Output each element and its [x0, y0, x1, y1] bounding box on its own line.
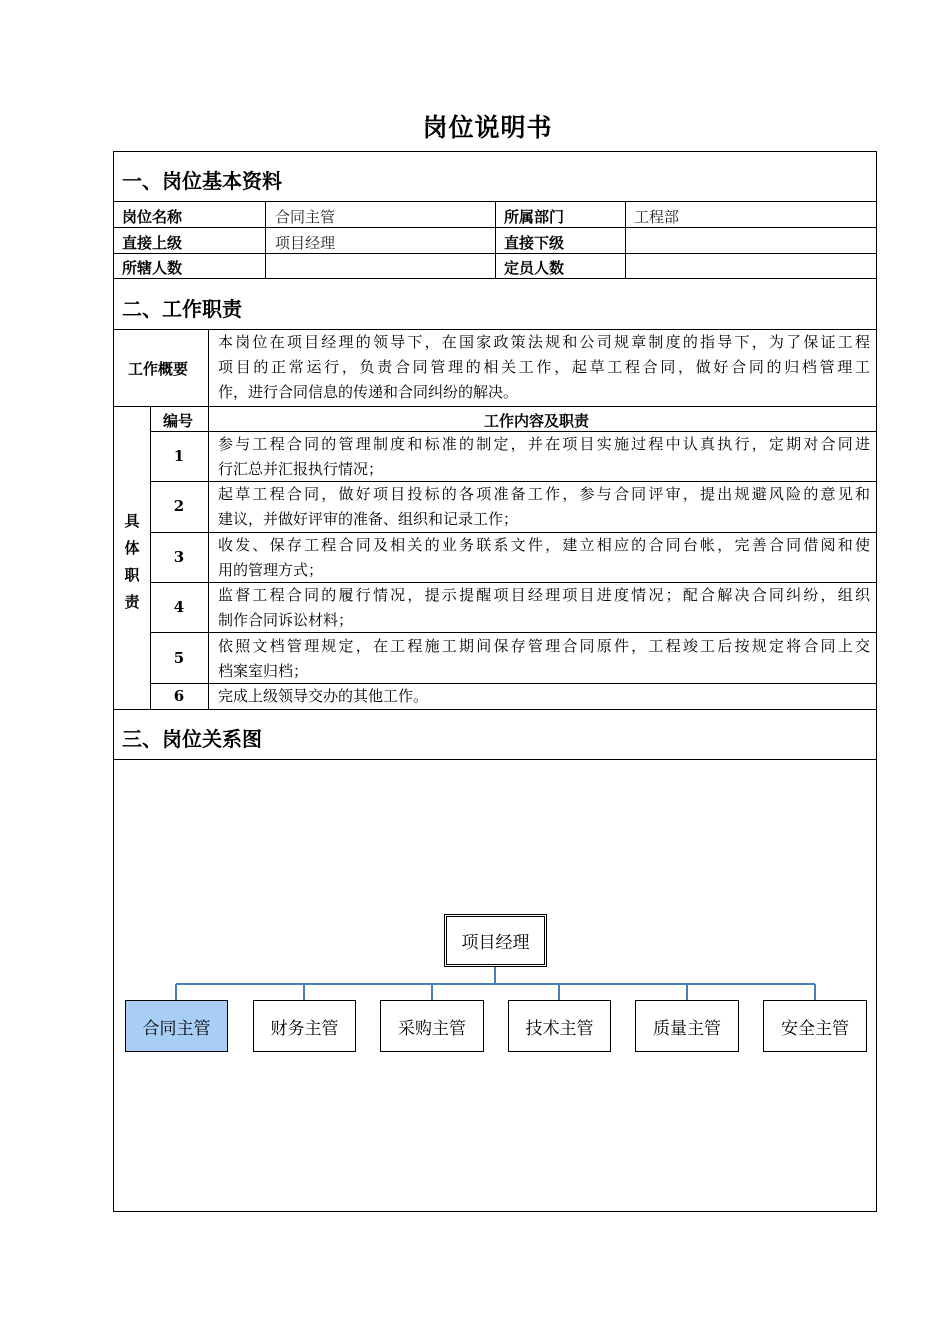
section3-heading: 三、岗位关系图 — [122, 727, 262, 751]
org-node-quality-supervisor: 质量主管 — [635, 1000, 739, 1052]
org-node-procurement-supervisor: 采购主管 — [380, 1000, 484, 1052]
value-department: 工程部 — [634, 208, 680, 226]
value-direct-superior: 项目经理 — [275, 234, 336, 252]
label-staff-quota: 定员人数 — [504, 259, 565, 277]
duty-number: 1 — [173, 447, 185, 465]
column-header-number: 编号 — [163, 412, 194, 430]
org-node-technical-supervisor: 技术主管 — [508, 1000, 611, 1052]
label-direct-subordinate: 直接下级 — [504, 234, 565, 252]
work-summary-line: 本岗位在项目经理的领导下，在国家政策法规和公司规章制度的指导下，为了保证工程 — [218, 333, 870, 351]
page-title: 岗位说明书 — [422, 113, 553, 142]
org-node-safety-supervisor: 安全主管 — [763, 1000, 867, 1052]
label-direct-superior: 直接上级 — [122, 234, 183, 252]
duty-text-line: 行汇总并汇报执行情况； — [218, 460, 384, 478]
value-position-name: 合同主管 — [275, 208, 336, 226]
duty-text-line: 建议，并做好评审的准备、组织和记录工作； — [218, 510, 519, 528]
duty-text-line: 档案室归档； — [218, 662, 309, 680]
duty-number: 4 — [173, 598, 185, 616]
work-summary-label: 工作概要 — [128, 360, 189, 378]
duty-text-line: 起草工程合同，做好项目投标的各项准备工作，参与合同评审，提出规避风险的意见和 — [218, 485, 870, 503]
label-headcount-managed: 所辖人数 — [122, 259, 183, 277]
label-department: 所属部门 — [504, 208, 565, 226]
label-position-name: 岗位名称 — [122, 208, 183, 226]
duty-text-line: 监督工程合同的履行情况，提示提醒项目经理项目进度情况；配合解决合同纠纷，组织 — [218, 586, 870, 604]
org-node-manager: 项目经理 — [444, 914, 547, 967]
column-header-content: 工作内容及职责 — [484, 412, 590, 430]
duty-number: 3 — [173, 548, 185, 566]
duty-text-line: 收发、保存工程合同及相关的业务联系文件，建立相应的合同台帐，完善合同借阅和使 — [218, 536, 870, 554]
work-summary-line: 项目的正常运行，负责合同管理的相关工作，起草工程合同，做好合同的归档管理工 — [218, 358, 870, 376]
section1-heading: 一、岗位基本资料 — [122, 169, 282, 193]
section2-heading: 二、工作职责 — [122, 297, 242, 321]
org-node-finance-supervisor: 财务主管 — [253, 1000, 356, 1052]
duty-text-line: 依照文档管理规定，在工程施工期间保存管理合同原件，工程竣工后按规定将合同上交 — [218, 637, 870, 655]
duty-number: 2 — [173, 497, 185, 515]
duty-number: 6 — [173, 687, 185, 705]
duty-text-line: 参与工程合同的管理制度和标准的制定，并在项目实施过程中认真执行，定期对合同进 — [218, 435, 870, 453]
duty-text-line: 制作合同诉讼材料； — [218, 611, 354, 629]
org-node-contract-supervisor: 合同主管 — [125, 1000, 228, 1052]
duty-text-line: 用的管理方式； — [218, 561, 324, 579]
duty-text-line: 完成上级领导交办的其他工作。 — [218, 687, 429, 705]
duty-number: 5 — [173, 649, 185, 667]
duties-side-label: 具 体 职 责 — [124, 512, 140, 611]
work-summary-line: 作，进行合同信息的传递和合同纠纷的解决。 — [218, 383, 519, 401]
